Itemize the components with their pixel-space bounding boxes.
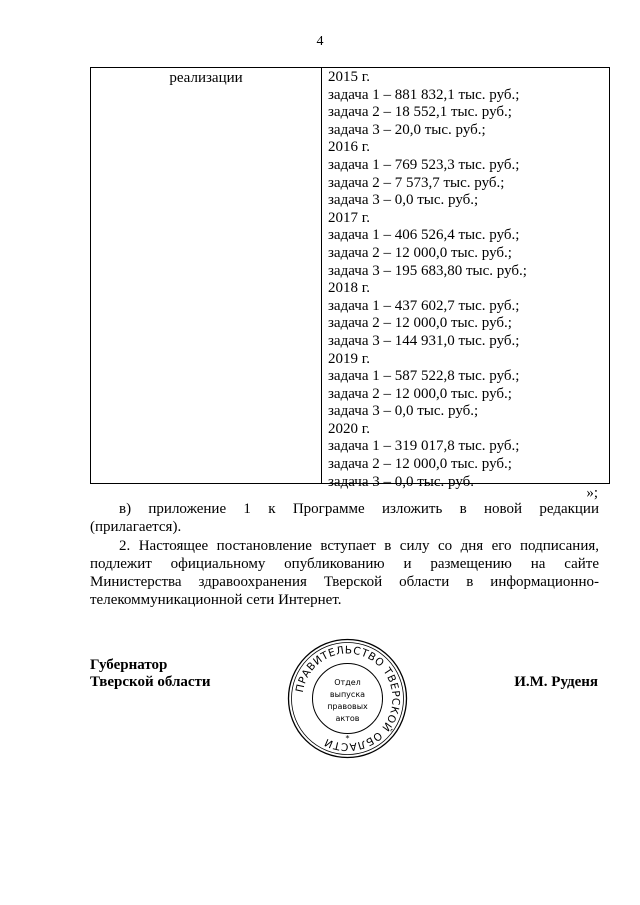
- funding-line: задача 3 – 0,0 тыс. руб.;: [328, 403, 479, 420]
- funding-line: 2015 г.: [328, 69, 370, 85]
- paragraph-line: в) приложение 1 к Программе изложить в новой редакции: [119, 501, 599, 517]
- funding-line: задача 2 – 7 573,7 тыс. руб.;: [328, 174, 505, 191]
- stamp-star-icon: *: [345, 734, 350, 743]
- funding-line: задача 2 – 12 000,0 тыс. руб.;: [328, 244, 512, 261]
- funding-line: 2020 г.: [328, 420, 370, 437]
- funding-line: задача 1 – 881 832,1 тыс. руб.;: [328, 86, 520, 103]
- funding-line: 2016 г.: [328, 139, 370, 156]
- funding-line: задача 2 – 12 000,0 тыс. руб.;: [328, 385, 512, 402]
- funding-line: задача 1 – 406 526,4 тыс. руб.;: [328, 227, 520, 244]
- stamp-icon: [286, 637, 409, 760]
- stamp-center-line: правовых: [327, 702, 368, 711]
- funding-line: задача 2 – 12 000,0 тыс. руб.;: [328, 315, 512, 332]
- funding-table: [90, 67, 610, 490]
- signatory-name: И.М. Руденя: [514, 674, 598, 690]
- official-stamp: [286, 637, 409, 760]
- funding-line: задача 1 – 319 017,8 тыс. руб.;: [328, 438, 520, 455]
- table-label-cell: [91, 68, 322, 483]
- funding-line: 2019 г.: [328, 350, 370, 367]
- funding-line: задача 1 – 769 523,3 тыс. руб.;: [328, 156, 520, 173]
- item-2-paragraph: [90, 537, 599, 609]
- funding-line: задача 3 – 20,0 тыс. руб.;: [328, 121, 486, 138]
- stamp-ring-text: ПРАВИТЕЛЬСТВО ТВЕРСКОЙ ОБЛАСТИ: [293, 644, 402, 753]
- signatory-title-line: Тверской области: [90, 674, 211, 690]
- funding-line: 2018 г.: [328, 280, 370, 297]
- table-label: реализации: [169, 70, 243, 86]
- funding-lines: [328, 69, 605, 491]
- stamp-center-line: Отдел: [334, 678, 361, 687]
- funding-line: задача 2 – 12 000,0 тыс. руб.;: [328, 456, 512, 473]
- funding-line: задача 1 – 437 602,7 тыс. руб.;: [328, 297, 520, 314]
- paragraph-line: Министерства здравоохранения Тверской области в информационно-: [90, 574, 599, 590]
- closing-quote: »;: [586, 485, 598, 501]
- item-v-paragraph: [90, 500, 599, 536]
- signatory-title-line: Губернатор: [90, 657, 168, 673]
- page-number: 4: [316, 34, 324, 49]
- funding-line: задача 3 – 0,0 тыс. руб.: [328, 473, 475, 490]
- paragraph-line: 2. Настоящее постановление вступает в силу со дня его подписания,: [119, 538, 599, 554]
- signatory-title: [90, 657, 211, 691]
- funding-line: задача 3 – 0,0 тыс. руб.;: [328, 192, 479, 209]
- funding-line: задача 3 – 195 683,80 тыс. руб.;: [328, 262, 527, 279]
- funding-line: задача 1 – 587 522,8 тыс. руб.;: [328, 368, 520, 385]
- funding-line: задача 3 – 144 931,0 тыс. руб.;: [328, 332, 520, 349]
- paragraph-line: телекоммуникационной сети Интернет.: [90, 592, 342, 608]
- funding-line: 2017 г.: [328, 209, 370, 226]
- paragraph-line: подлежит официальному опубликованию и размещению на сайте: [90, 556, 599, 572]
- stamp-center-line: выпуска: [329, 690, 366, 699]
- stamp-center-line: актов: [335, 714, 360, 723]
- paragraph-line: (прилагается).: [90, 519, 182, 535]
- funding-line: задача 2 – 18 552,1 тыс. руб.;: [328, 104, 512, 121]
